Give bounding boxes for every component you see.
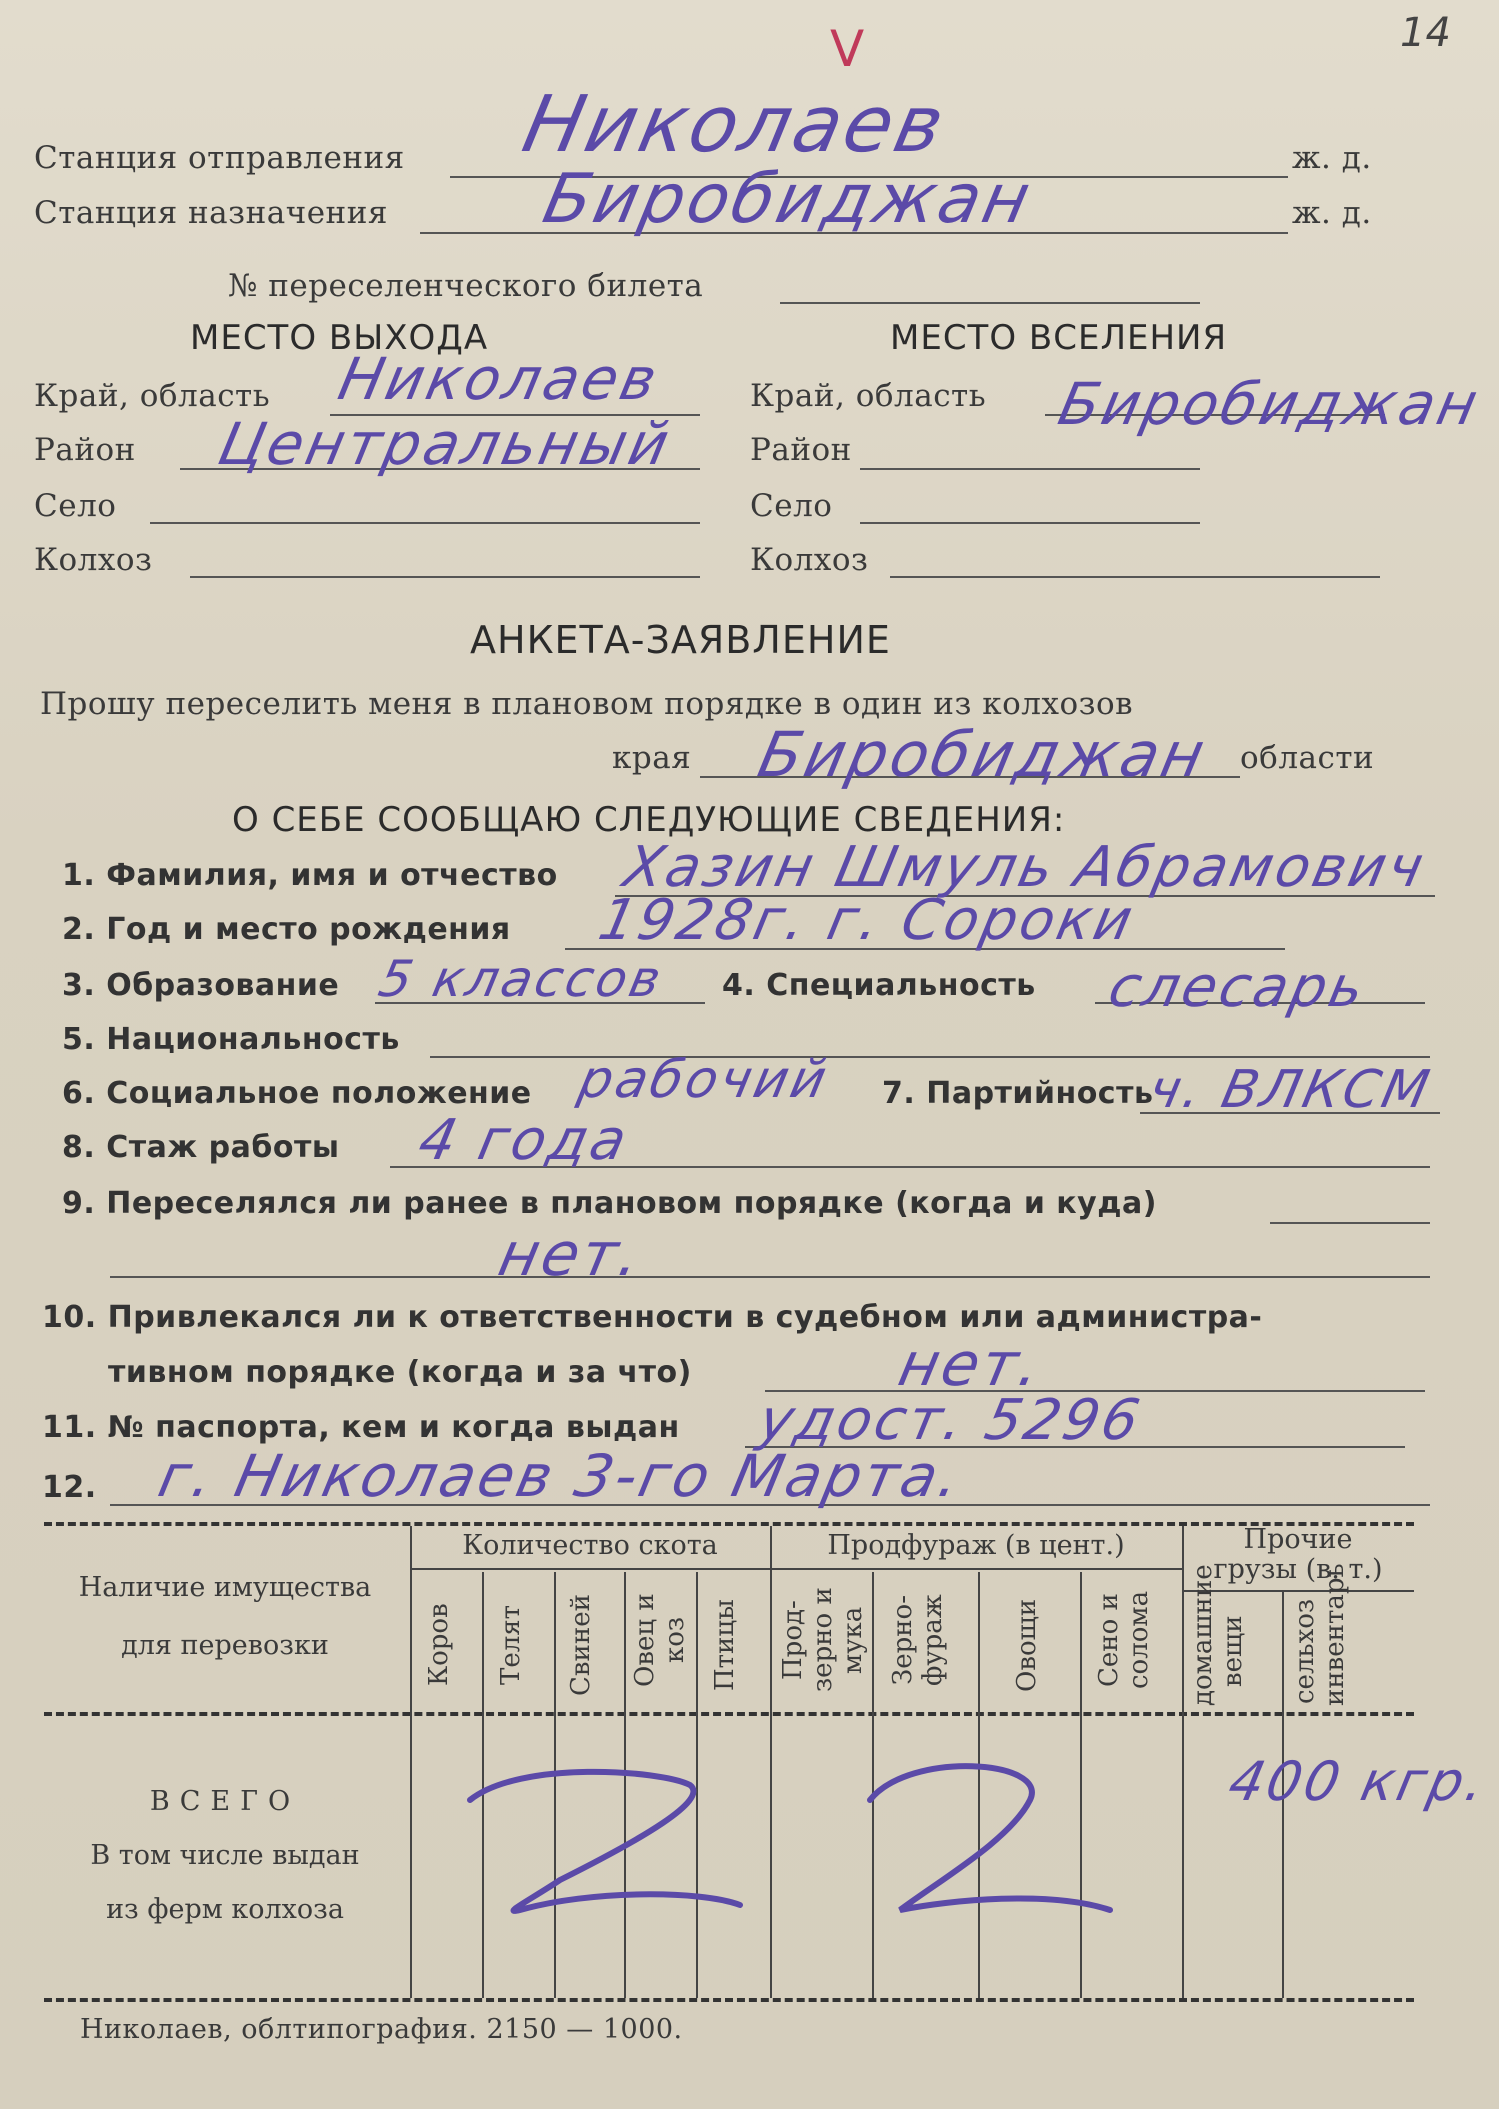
origin-kolkhoz-line	[190, 576, 700, 578]
request-kray-label: края	[612, 740, 692, 776]
q11-value: удост. 5296	[753, 1388, 1148, 1453]
q3-label: 3. Образование	[62, 968, 340, 1003]
other-cargo-value: 400 кгр.	[1223, 1750, 1494, 1813]
printer-imprint: Николаев, облтипография. 2150 — 1000.	[80, 2014, 683, 2045]
q11-label: 11. № паспорта, кем и когда выдан	[42, 1410, 680, 1445]
check-mark: V	[830, 20, 865, 78]
page-number: 14	[1400, 10, 1451, 56]
arrival-value: Биробиджан	[536, 160, 1040, 239]
q9-label: 9. Переселялся ли ранее в плановом порядке (когда и куда)	[62, 1186, 1157, 1221]
property-label-2: для перевозки	[121, 1630, 329, 1661]
q2-value: 1928г. г. Сороки	[593, 888, 1141, 953]
column-header: Прод-зерно и мука	[778, 1587, 868, 1693]
origin-region-value: Николаев	[332, 345, 666, 413]
column-header: Коров	[424, 1603, 454, 1687]
form-title: АНКЕТА-ЗАЯВЛЕНИЕ	[470, 618, 891, 662]
q5-line	[430, 1056, 1430, 1058]
origin-village-label: Село	[34, 488, 117, 524]
arrival-rail-suffix: ж. д.	[1292, 195, 1372, 231]
q10-value: нет.	[892, 1330, 1050, 1400]
column-header: Птицы	[710, 1599, 740, 1691]
origin-district-value: Центральный	[212, 410, 678, 478]
departure-rail-suffix: ж. д.	[1292, 140, 1372, 176]
column-header: сельхоз инвентарь	[1290, 1563, 1350, 1706]
table-divider	[410, 1568, 1182, 1570]
q12-value: г. Николаев 3-го Марта.	[152, 1442, 969, 1510]
column-header: Сено и солома	[1094, 1590, 1154, 1690]
included-label-1: В том числе выдан	[90, 1840, 360, 1871]
q7-label: 7. Партийность	[882, 1076, 1154, 1111]
q9-value: нет.	[492, 1220, 650, 1290]
request-line-1: Прошу переселить меня в плановом порядке в один из колхозов	[40, 686, 1134, 722]
arrival-label: Станция назначения	[34, 195, 388, 231]
table-middle-rule	[44, 1712, 1414, 1716]
column-header: Овец и коз	[630, 1593, 690, 1687]
ticket-label: № переселенческого билета	[228, 268, 704, 304]
q9-line-a	[1270, 1222, 1430, 1224]
origin-village-line	[150, 522, 700, 524]
destination-village-line	[860, 522, 1200, 524]
destination-region-value: Биробиджан	[1052, 370, 1487, 438]
table-divider	[1182, 1526, 1184, 1998]
livestock-group-header: Количество скота	[462, 1530, 718, 1561]
q9-line-b	[110, 1276, 1430, 1278]
q12-label: 12.	[42, 1470, 97, 1505]
dash-scribble-livestock	[440, 1740, 770, 1930]
q6-label: 6. Социальное положение	[62, 1076, 532, 1111]
other-group-header-2: грузы (в. т.)	[1213, 1554, 1383, 1585]
destination-district-line	[860, 468, 1200, 470]
q10-label-2: тивном порядке (когда и за что)	[108, 1355, 692, 1390]
origin-district-label: Район	[34, 432, 136, 468]
feed-group-header: Продфураж (в цент.)	[827, 1530, 1125, 1561]
destination-district-label: Район	[750, 432, 852, 468]
destination-kolkhoz-label: Колхоз	[750, 542, 869, 578]
destination-heading: МЕСТО ВСЕЛЕНИЯ	[890, 318, 1228, 358]
table-divider	[410, 1526, 412, 1998]
other-group-header-1: Прочие	[1243, 1524, 1353, 1555]
table-bottom-rule	[44, 1998, 1414, 2002]
origin-kolkhoz-label: Колхоз	[34, 542, 153, 578]
destination-kolkhoz-line	[890, 576, 1380, 578]
property-label-1: Наличие имущества	[78, 1572, 372, 1603]
column-header: Телят	[496, 1604, 526, 1686]
destination-village-label: Село	[750, 488, 833, 524]
q6-value: рабочий	[573, 1050, 835, 1110]
ticket-line	[780, 302, 1200, 304]
q1-label: 1. Фамилия, имя и отчество	[62, 858, 558, 893]
q1-value: Хазин Шмуль Абрамович	[618, 835, 1432, 900]
origin-heading: МЕСТО ВЫХОДА	[190, 318, 489, 358]
request-oblast-label: области	[1240, 740, 1375, 776]
info-heading: О СЕБЕ СООБЩАЮ СЛЕДУЮЩИЕ СВЕДЕНИЯ:	[232, 800, 1066, 840]
column-header: Свиней	[566, 1594, 596, 1696]
q7-value: ч. ВЛКСМ	[1143, 1060, 1438, 1120]
total-label: ВСЕГО	[149, 1786, 301, 1817]
q10-label-1: 10. Привлекался ли к ответственности в судебном или администра-	[42, 1300, 1263, 1335]
q2-label: 2. Год и место рождения	[62, 912, 511, 947]
q8-label: 8. Стаж работы	[62, 1130, 340, 1165]
q4-label: 4. Специальность	[722, 968, 1036, 1003]
column-header: Зерно-фураж	[888, 1594, 948, 1686]
q8-value: 4 года	[413, 1108, 636, 1173]
column-header: Овощи	[1012, 1598, 1042, 1692]
departure-label: Станция отправления	[34, 140, 405, 176]
origin-region-label: Край, область	[34, 378, 271, 414]
request-region-value: Биробиджан	[752, 718, 1214, 791]
q3-value: 5 классов	[373, 950, 669, 1008]
table-divider	[770, 1526, 772, 1998]
dash-scribble-feed	[830, 1740, 1140, 1930]
column-header: домашние вещи	[1188, 1564, 1248, 1706]
destination-region-label: Край, область	[750, 378, 987, 414]
q4-value: слесарь	[1103, 955, 1373, 1020]
departure-value: Николаев	[515, 80, 955, 170]
included-label-2: из ферм колхоза	[106, 1894, 344, 1925]
q5-label: 5. Национальность	[62, 1022, 400, 1057]
